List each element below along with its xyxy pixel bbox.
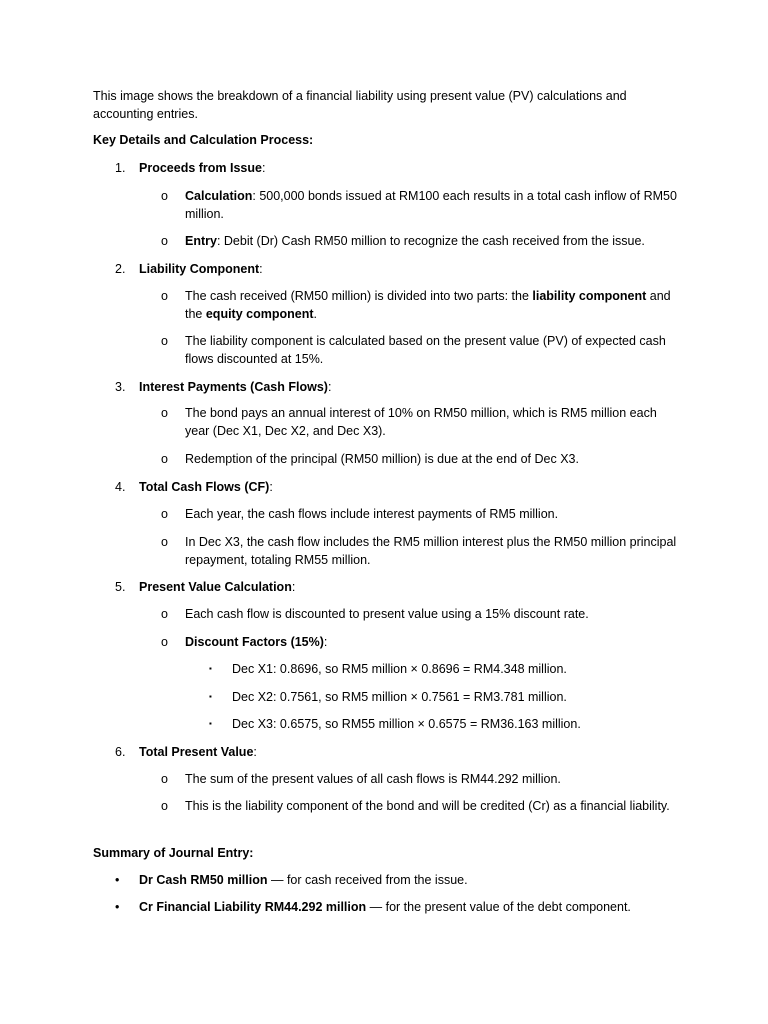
item-title: Proceeds from Issue: [139, 161, 262, 175]
sub-marker: o: [161, 635, 168, 649]
summary-item: • Cr Financial Liability RM44.292 million — for the present value of the debt component.: [115, 900, 631, 914]
sub-marker: o: [161, 799, 168, 813]
item-number: 2.: [115, 262, 126, 276]
sub-marker: o: [161, 507, 168, 521]
sub-item: o Entry: Debit (Dr) Cash RM50 million to recognize the cash received from the issue.: [161, 234, 645, 248]
sub-sub-item: ▪ Dec X2: 0.7561, so RM5 million × 0.7561 = RM3.781 million.: [209, 690, 567, 704]
square-bullet-icon: ▪: [209, 719, 212, 728]
sub-item: o This is the liability component of the bond and will be credited (Cr) as a financial liability.: [161, 799, 670, 813]
sub-marker: o: [161, 234, 168, 248]
sub-marker: o: [161, 452, 168, 466]
list-item-5: 5. Present Value Calculation:: [115, 580, 296, 594]
sub-marker: o: [161, 406, 168, 420]
item-title: Liability Component: [139, 262, 260, 276]
sub-item: o Each cash flow is discounted to present value using a 15% discount rate.: [161, 607, 589, 621]
sub-marker: o: [161, 607, 168, 621]
bullet-icon: •: [115, 873, 120, 887]
sub-item: o The bond pays an annual interest of 10% on RM50 million, which is RM5 million each year (Dec X1, Dec X2, and Dec X3).: [161, 406, 657, 438]
sub-item: o The cash received (RM50 million) is divided into two parts: the liability component and the equity component.: [161, 289, 671, 321]
item-number: 1.: [115, 161, 126, 175]
item-title: Total Cash Flows (CF): [139, 480, 270, 494]
item-title: Interest Payments (Cash Flows): [139, 380, 328, 394]
sub-item: o The sum of the present values of all cash flows is RM44.292 million.: [161, 772, 561, 786]
sub-marker: o: [161, 772, 168, 786]
list-item-3: 3. Interest Payments (Cash Flows):: [115, 380, 332, 394]
list-item-1: 1. Proceeds from Issue:: [115, 161, 266, 175]
item-title: Total Present Value: [139, 745, 254, 759]
sub-marker: o: [161, 334, 168, 348]
item-number: 4.: [115, 480, 126, 494]
sub-item: o Discount Factors (15%):: [161, 635, 328, 649]
sub-marker: o: [161, 289, 168, 303]
list-item-2: 2. Liability Component:: [115, 262, 263, 276]
square-bullet-icon: ▪: [209, 692, 212, 701]
sub-marker: o: [161, 189, 168, 203]
sub-item: o The liability component is calculated based on the present value (PV) of expected cash flows discounted at 15%.: [161, 334, 666, 366]
sub-item: o Redemption of the principal (RM50 million) is due at the end of Dec X3.: [161, 452, 579, 466]
item-number: 3.: [115, 380, 126, 394]
summary-item: • Dr Cash RM50 million — for cash received from the issue.: [115, 873, 468, 887]
list-item-4: 4. Total Cash Flows (CF):: [115, 480, 273, 494]
sub-item: o In Dec X3, the cash flow includes the RM5 million interest plus the RM50 million principal repayment, totaling RM55 million.: [161, 535, 677, 567]
sub-item: o Each year, the cash flows include interest payments of RM5 million.: [161, 507, 559, 521]
sub-item: o Calculation: 500,000 bonds issued at RM100 each results in a total cash inflow of RM50 million.: [161, 189, 677, 221]
item-number: 6.: [115, 745, 126, 759]
sub-sub-item: ▪ Dec X3: 0.6575, so RM55 million × 0.6575 = RM36.163 million.: [209, 717, 581, 731]
sub-marker: o: [161, 535, 168, 549]
summary-heading: Summary of Journal Entry:: [93, 846, 254, 860]
item-number: 5.: [115, 580, 126, 594]
intro-paragraph: This image shows the breakdown of a financial liability using present value (PV) calculations and accounting entries.: [93, 89, 627, 121]
key-details-heading: Key Details and Calculation Process:: [93, 133, 314, 147]
list-item-6: 6. Total Present Value:: [115, 745, 257, 759]
item-title: Present Value Calculation: [139, 580, 292, 594]
sub-sub-item: ▪ Dec X1: 0.8696, so RM5 million × 0.8696 = RM4.348 million.: [209, 662, 567, 676]
square-bullet-icon: ▪: [209, 664, 212, 673]
bullet-icon: •: [115, 900, 120, 914]
